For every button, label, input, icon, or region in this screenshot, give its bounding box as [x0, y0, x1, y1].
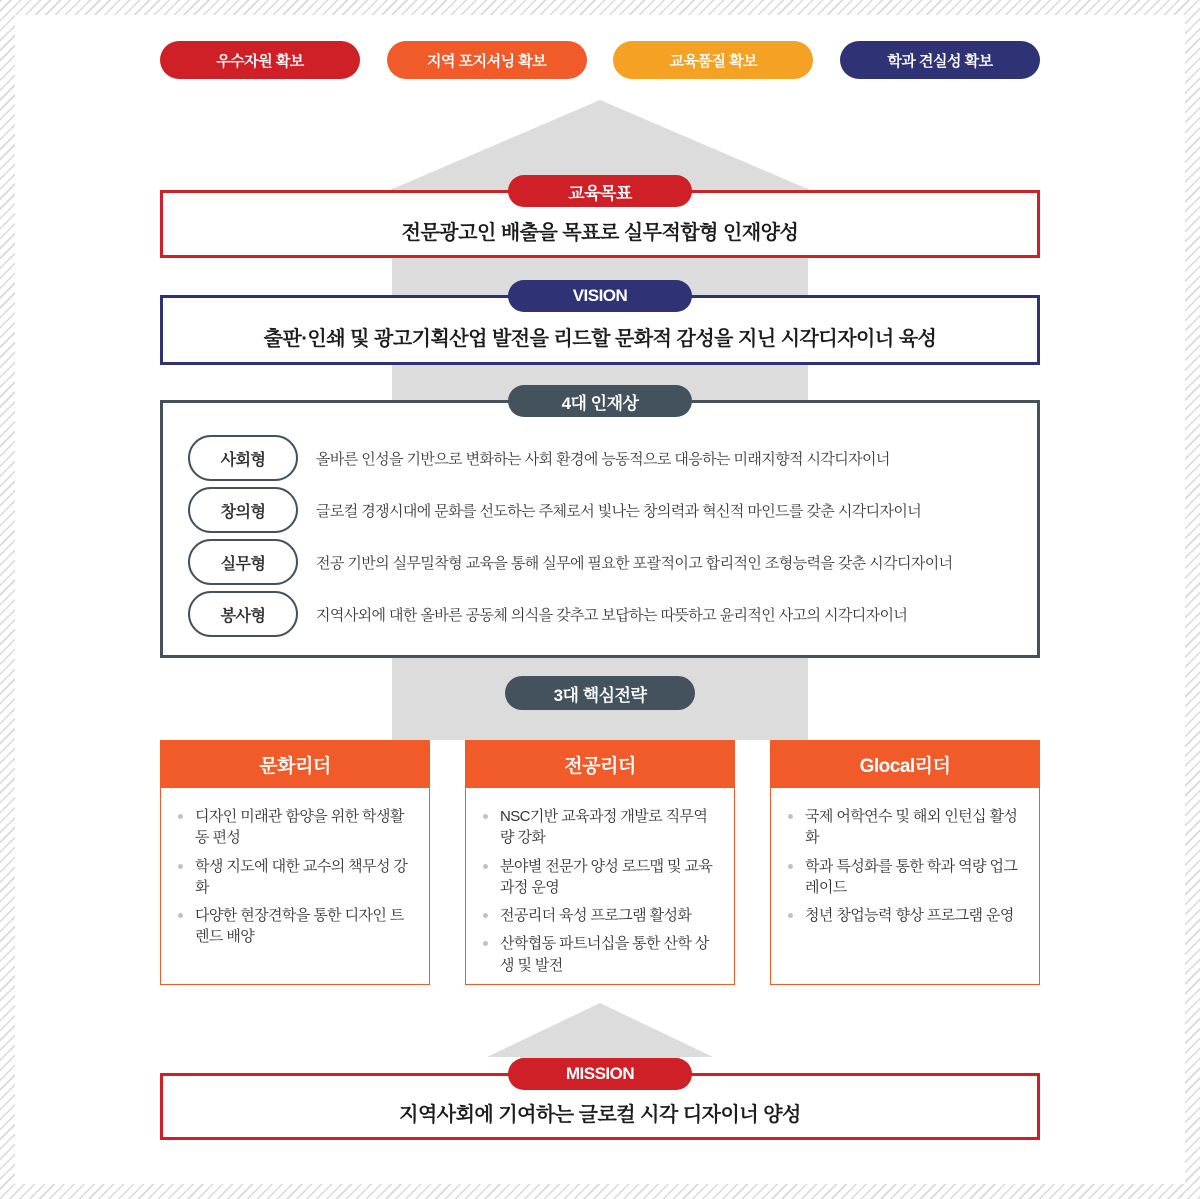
- bullet-item: 디자인 미래관 함양을 위한 학생활동 편성: [173, 806, 415, 849]
- bullet-item: 다양한 현장견학을 통한 디자인 트렌드 배양: [173, 905, 415, 948]
- top-badge-education-quality: 교육품질 확보: [613, 41, 813, 79]
- vision-pill: VISION: [508, 280, 692, 312]
- top-badge-department-soundness: 학과 견실성 확보: [840, 41, 1040, 79]
- mission-arrow-up-head: [487, 1003, 713, 1057]
- strategy-column-glocal-leader: [770, 740, 1040, 985]
- mission-box: [160, 1064, 1040, 1140]
- strategy-column-glocal-leader-title: Glocal리더: [770, 740, 1040, 788]
- talents-pill: 4대 인재상: [508, 385, 692, 417]
- top-badge-regional-positioning: 지역 포지셔닝 확보: [387, 41, 587, 79]
- talent-label-creative: 창의형: [188, 487, 298, 533]
- strategy-column-major-leader: [465, 740, 735, 985]
- talent-row-practical: [188, 539, 1017, 585]
- talent-rows: [188, 435, 1017, 643]
- talent-desc-social: 올바른 인성을 기반으로 변화하는 사회 환경에 능동적으로 대응하는 미래지향적 시각디자이너: [316, 450, 890, 468]
- core-strategies-pill: 3대 핵심전략: [505, 676, 695, 710]
- vision-text: 출판·인쇄 및 광고기획산업 발전을 리드할 문화적 감성을 지닌 시각디자이너 육성: [263, 327, 937, 350]
- top-badge-row: [160, 41, 1040, 79]
- bullet-item: 학과 특성화를 통한 학과 역량 업그레이드: [783, 856, 1025, 899]
- education-goal-pill: 교육목표: [508, 175, 692, 207]
- top-badge-superior-resources: 우수자원 확보: [160, 41, 360, 79]
- talents-box: [160, 393, 1040, 658]
- bullet-item: 산학협동 파트너십을 통한 산학 상생 및 발전: [478, 933, 720, 976]
- talent-label-service: 봉사형: [188, 591, 298, 637]
- strategy-column-major-leader-title: 전공리더: [465, 740, 735, 788]
- bullet-item: 분야별 전문가 양성 로드맵 및 교육과정 운영: [478, 856, 720, 899]
- bullet-item: 청년 창업능력 향상 프로그램 운영: [783, 905, 1025, 926]
- bullet-item: NSC기반 교육과정 개발로 직무역량 강화: [478, 806, 720, 849]
- talent-row-service: [188, 591, 1017, 637]
- talent-desc-practical: 전공 기반의 실무밀착형 교육을 통해 실무에 필요한 포괄적이고 합리적인 조형능력을 갖춘 시각디자이너: [316, 554, 953, 572]
- strategy-column-glocal-leader-body: [771, 788, 1039, 926]
- talent-label-practical: 실무형: [188, 539, 298, 585]
- strategy-column-culture-leader-title: 문화리더: [160, 740, 430, 788]
- education-goal-text: 전문광고인 배출을 목표로 실무적합형 인재양성: [401, 221, 799, 244]
- talent-row-social: [188, 435, 1017, 481]
- education-goal-box: [160, 183, 1040, 258]
- mission-text: 지역사회에 기여하는 글로컬 시각 디자이너 양성: [399, 1104, 801, 1126]
- strategy-column-culture-leader: [160, 740, 430, 985]
- bullet-item: 전공리더 육성 프로그램 활성화: [478, 905, 720, 926]
- strategy-column-major-leader-body: [466, 788, 734, 976]
- bullet-item: 국제 어학연수 및 해외 인턴십 활성화: [783, 806, 1025, 849]
- mission-pill: MISSION: [508, 1058, 692, 1090]
- talent-row-creative: [188, 487, 1017, 533]
- talent-label-social: 사회형: [188, 435, 298, 481]
- talent-desc-service: 지역사외에 대한 올바른 공동체 의식을 갖추고 보답하는 따뜻하고 윤리적인 사고의 시각디자이너: [316, 606, 908, 624]
- bullet-item: 학생 지도에 대한 교수의 책무성 강화: [173, 856, 415, 899]
- talent-desc-creative: 글로컬 경쟁시대에 문화를 선도하는 주체로서 빛나는 창의력과 혁신적 마인드를 갖춘 시각디자이너: [316, 502, 922, 520]
- vision-box: [160, 286, 1040, 365]
- strategy-column-culture-leader-body: [161, 788, 429, 948]
